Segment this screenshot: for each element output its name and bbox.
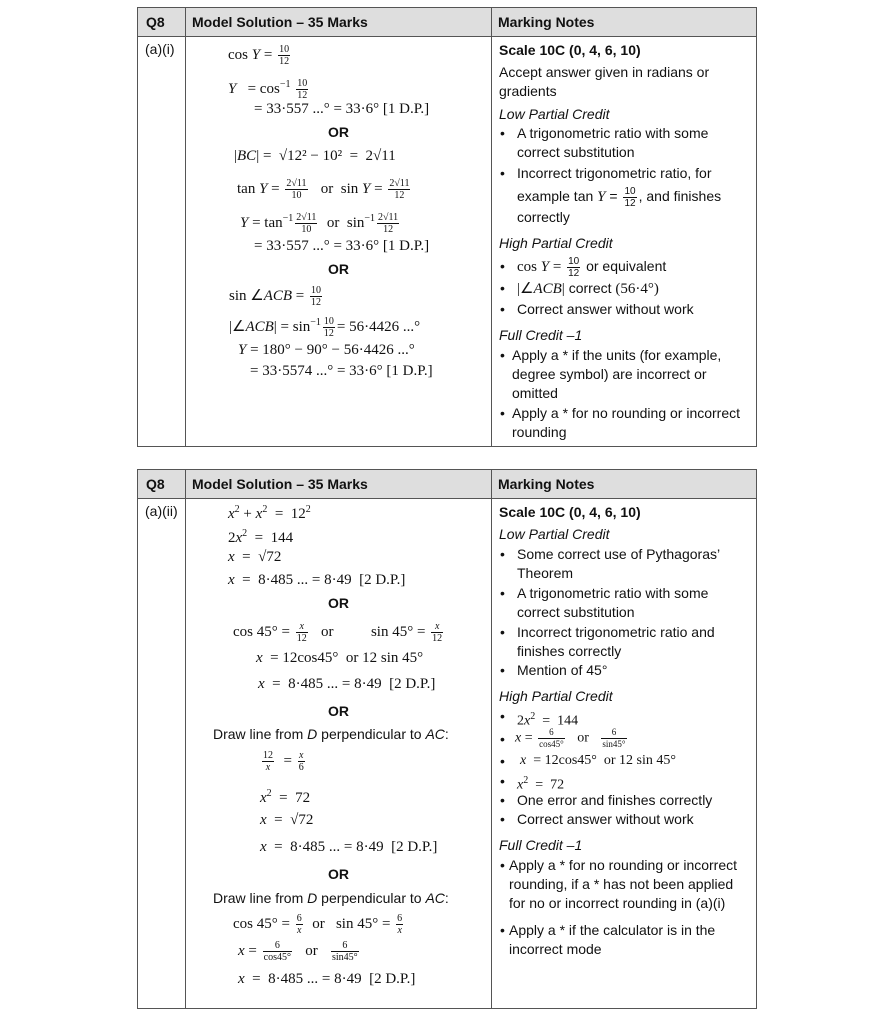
low-partial-title: Low Partial Credit [499, 526, 610, 542]
solution-line-1: $x^2 + x^2 = 12^2$ [228, 504, 311, 522]
low-item: finishes correctly [517, 643, 622, 659]
high-item: |∠ACB| correct (56·4°) [517, 280, 659, 297]
header-q: Q8 [146, 14, 165, 30]
solution-line-18: x = $\frac{6}{\cos 45^\circ}$ or $\frac{6}{\sin 45^\circ}$ [238, 940, 358, 963]
high-partial-title: High Partial Credit [499, 235, 613, 251]
solution-line-6: cos 45° = $\frac{x}{12}$ or sin 45° = $\frac{x}{12}$ [233, 621, 443, 644]
high-item: $x^2 = 72$ [517, 775, 565, 793]
solution-line-7: x = 12cos45° or 12 sin 45° [256, 650, 424, 666]
solution-line-12: Y = 180° − 90° − 56·4426 ...° [238, 342, 415, 358]
solution-line-8: = 33·557 ...° = 33·6° [1 D.P.] [254, 238, 430, 254]
header-notes: Marking Notes [498, 476, 595, 492]
header-solution: Model Solution – 35 Marks [192, 476, 368, 492]
full-item: rounding, if a * has not been applied [509, 876, 734, 892]
bullet: • [500, 773, 505, 789]
solution-line-3: x = √72 [228, 549, 282, 565]
marking-table-2 [137, 469, 757, 1009]
bullet: • [500, 280, 505, 296]
solution-line-4: x = 8·485 ... = 8·49 [2 D.P.] [228, 572, 406, 588]
header-solution: Model Solution – 35 Marks [192, 14, 368, 30]
solution-line-2: $2x^2 = 144$ [228, 528, 294, 546]
part-label: (a)(i) [145, 41, 175, 57]
scale-label: Scale 10C (0, 4, 6, 10) [499, 504, 641, 520]
full-item: Apply a * for no rounding or incorrect [509, 857, 738, 873]
or-divider: OR [328, 595, 349, 611]
accept-note: gradients [499, 83, 557, 99]
solution-line-2: $Y = \cos^{-1}$ $\frac{10}{12}$ [228, 78, 308, 102]
bullet: • [500, 405, 505, 421]
or-divider: OR [328, 703, 349, 719]
solution-line-8: x = 8·485 ... = 8·49 [2 D.P.] [258, 676, 436, 692]
accept-note: Accept answer given in radians or [499, 64, 710, 80]
solution-line-12: $x^2 = 72$ [260, 788, 311, 806]
bullet: • [500, 585, 505, 601]
solution-line-1: cos Y = $\frac{10}{12}$ [228, 44, 290, 67]
bullet: • [500, 708, 505, 724]
column-divider [185, 8, 186, 446]
or-divider: OR [328, 261, 349, 277]
header-notes: Marking Notes [498, 14, 595, 30]
low-item: Incorrect trigonometric ratio, for [517, 165, 712, 181]
full-credit-title: Full Credit –1 [499, 837, 583, 853]
bullet: • [500, 258, 505, 274]
or-divider: OR [328, 124, 349, 140]
column-divider [491, 470, 492, 1008]
low-item: A trigonometric ratio with some [517, 125, 709, 141]
high-item: x = $\frac{6}{\cos 45^\circ}$ or $\frac{6}{\sin 45^\circ}$ [515, 727, 626, 749]
bullet: • [500, 347, 505, 363]
low-item: correct substitution [517, 144, 635, 160]
scale-label: Scale 10C (0, 4, 6, 10) [499, 42, 641, 58]
full-item: Apply a * if the calculator is in the [509, 922, 716, 938]
full-item: incorrect mode [509, 941, 602, 957]
column-divider [185, 470, 186, 1008]
high-item: x = 12cos45° or 12 sin 45° [520, 753, 676, 768]
solution-line-11: |∠ACB| = $\sin^{-1}$ $\frac{10}{12}$ = 56·4426 ...° [229, 316, 421, 340]
solution-line-5: |BC| = √12² − 10² = 2√11 [234, 148, 396, 164]
or-divider: OR [328, 866, 349, 882]
low-item: A trigonometric ratio with some [517, 585, 709, 601]
low-item: correct substitution [517, 604, 635, 620]
bullet: • [500, 125, 505, 141]
full-item: omitted [512, 385, 558, 401]
high-item: $2x^2 = 144$ [517, 711, 579, 729]
part-label: (a)(ii) [145, 503, 178, 519]
solution-line-13: = 33·5574 ...° = 33·6° [1 D.P.] [250, 363, 433, 379]
bullet: • [500, 792, 505, 808]
bullet: • [500, 624, 505, 640]
bullet: • [500, 857, 505, 873]
low-item: example tan Y = $\frac{10}{12}$ , and finishes [517, 186, 722, 209]
bullet: • [500, 731, 505, 747]
full-item: Apply a * if the units (for example, [512, 347, 722, 363]
high-partial-title: High Partial Credit [499, 688, 613, 704]
solution-line-11: $\frac{12}{x}$ = $\frac{x}{6}$ [263, 750, 304, 773]
solution-line-14: x = 8·485 ... = 8·49 [2 D.P.] [260, 839, 438, 855]
bullet: • [500, 811, 505, 827]
solution-line-17: cos 45° = $\frac{6}{x}$ or sin 45° = $\frac{6}{x}$ [233, 913, 403, 936]
bullet: • [500, 546, 505, 562]
low-item: Some correct use of Pythagoras’ [517, 546, 721, 562]
marking-table-1 [137, 7, 757, 447]
full-item: for no or incorrect rounding in (a)(i) [509, 895, 726, 911]
solution-line-10: sin ∠ACB = $\frac{10}{12}$ [229, 285, 322, 308]
full-item: degree symbol) are incorrect or [512, 366, 707, 382]
full-item: rounding [512, 424, 567, 440]
low-item: Theorem [517, 565, 574, 581]
high-item: One error and finishes correctly [517, 792, 713, 808]
full-item: Apply a * for no rounding or incorrect [512, 405, 741, 421]
low-item: Mention of 45° [517, 662, 608, 678]
low-item: correctly [517, 209, 570, 225]
solution-line-6: tan Y = $\frac{2√11}{10}$ or sin Y = $\frac{2√11}{12}$ [237, 178, 410, 201]
high-item: cos Y = $\frac{10}{12}$ or equivalent [517, 256, 667, 279]
bullet: • [500, 662, 505, 678]
instruction-line: Draw line from D perpendicular to AC: [213, 726, 449, 742]
bullet: • [500, 165, 505, 181]
full-credit-title: Full Credit –1 [499, 327, 583, 343]
low-item: Incorrect trigonometric ratio and [517, 624, 715, 640]
instruction-line: Draw line from D perpendicular to AC: [213, 890, 449, 906]
header-q: Q8 [146, 476, 165, 492]
low-partial-title: Low Partial Credit [499, 106, 610, 122]
bullet: • [500, 922, 505, 938]
bullet: • [500, 301, 505, 317]
solution-line-3: = 33·557 ...° = 33·6° [1 D.P.] [254, 101, 430, 117]
high-item: Correct answer without work [517, 301, 694, 317]
solution-line-7: $Y = \tan^{-1}$ $\frac{2√11}{10}$ or $\sin^{-1}$ $\frac{2√11}{12}$ [240, 212, 399, 236]
bullet: • [500, 753, 505, 769]
high-item: Correct answer without work [517, 811, 694, 827]
column-divider [491, 8, 492, 446]
solution-line-13: x = √72 [260, 812, 314, 828]
solution-line-19: x = 8·485 ... = 8·49 [2 D.P.] [238, 971, 416, 987]
